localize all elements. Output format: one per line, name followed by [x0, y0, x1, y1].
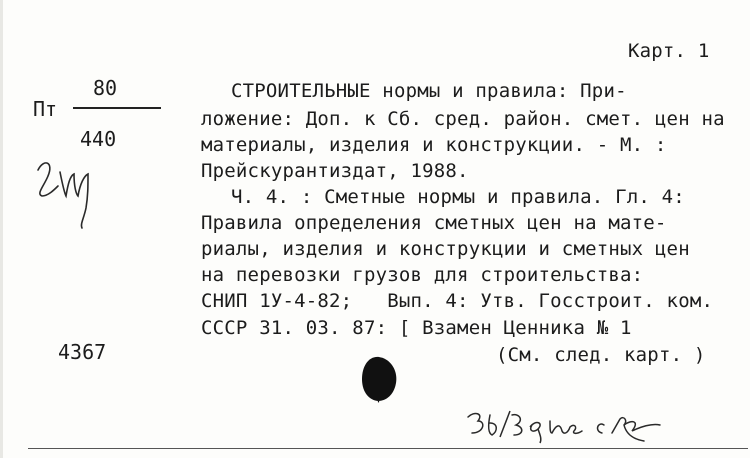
handwritten-mark	[30, 152, 110, 232]
shelfmark-top: 80	[93, 76, 118, 100]
text-line-10: СССР 31. 03. 87: [ Взамен Ценника № 1	[201, 317, 632, 339]
text-line-1: СТРОИТЕЛЬНЫЕ нормы и правила: При-	[231, 80, 627, 102]
text-line-9: СНИП 1У-4-82; Вып. 4: Утв. Госстроит. ком.	[201, 290, 714, 312]
handwritten-note	[464, 405, 674, 447]
card-edge	[0, 0, 3, 458]
text-line-11: (См. след. карт. )	[496, 344, 706, 366]
text-line-5: Ч. 4. : Сметные нормы и правила. Гл. 4:	[231, 186, 685, 208]
shelfmark-prefix: Пт	[33, 97, 58, 121]
ink-blot	[358, 355, 400, 403]
text-line-3: материалы, изделия и конструкции. - М. :	[201, 134, 667, 156]
text-line-7: риалы, изделия и конструкции и сметных цен	[201, 238, 690, 260]
shelfmark-divider	[73, 107, 161, 109]
text-line-2: ложение: Доп. к Сб. сред. район. смет. цен на	[201, 108, 725, 130]
shelfmark-bottom: 440	[80, 127, 117, 151]
inventory-number: 4367	[58, 340, 107, 364]
text-line-4: Прейскурантиздат, 1988.	[201, 160, 469, 182]
text-line-6: Правила определения сметных цен на мате-	[201, 212, 667, 234]
text-line-8: на перевозки грузов для строительства:	[201, 264, 644, 286]
card-number: Карт. 1	[628, 40, 710, 62]
card-bottom-rule	[28, 448, 748, 449]
